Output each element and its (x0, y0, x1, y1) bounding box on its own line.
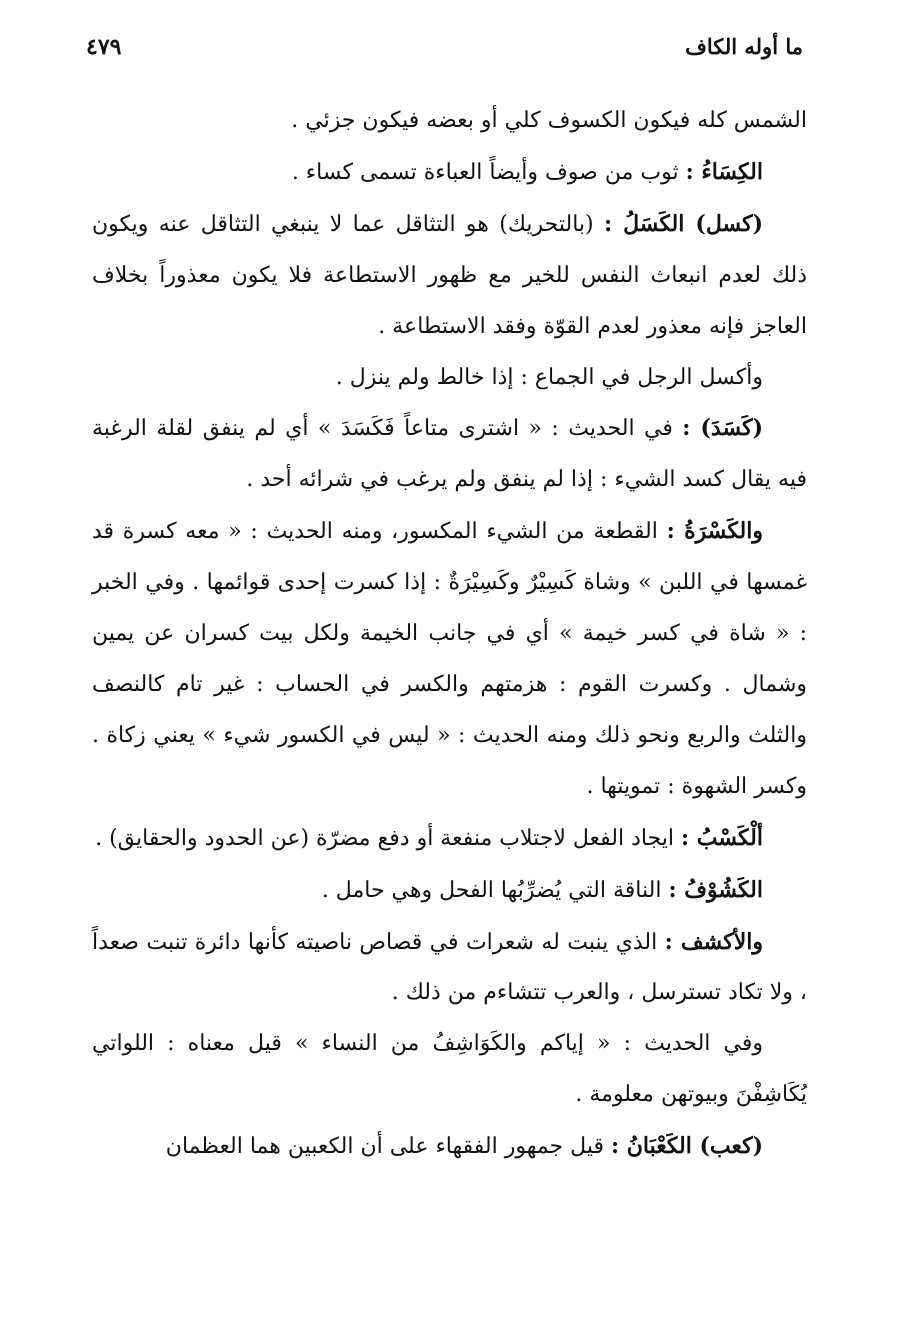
paragraph-text: وأكسل الرجل في الجماع : إذا خالط ولم ينزل . (335, 364, 763, 390)
dictionary-entry (92, 865, 807, 917)
entry-definition: في الحديث : « اشترى متاعاً فَكَسَدَ » أي لم ينفق لقلة الرغبة فيه يقال كسد الشيء : إذا لم ينفق ولم يرغب في شرائه أحد . (92, 416, 807, 493)
entry-headword: والكَسْرَةُ : (666, 518, 763, 545)
entry-headword: الكَشُوْفُ : (668, 876, 763, 903)
paragraph (92, 1019, 807, 1121)
dictionary-entry (92, 506, 807, 812)
paragraph (92, 96, 807, 147)
dictionary-entry (92, 199, 807, 353)
dictionary-entry (92, 813, 807, 865)
paragraph-text: وفي الحديث : « إياكم والكَوَاشِفُ من النساء » قيل معناه : اللواتي يُكَاشِفْنَ وبيوتهن معلومة . (92, 1031, 807, 1108)
page-header (86, 34, 803, 68)
entry-headword: (كسل) الكَسَلُ : (603, 210, 763, 237)
entry-headword: والأكشف : (664, 928, 764, 955)
dictionary-entry (92, 1121, 807, 1173)
entry-definition: قيل جمهور الفقهاء على أن الكعبين هما العظمان (165, 1134, 611, 1160)
entry-definition: الذي ينبت له شعرات في قصاص ناصيته كأنها دائرة تنبت صعداً ، ولا تكاد تسترسل ، والعرب تتشاءم من ذلك . (92, 929, 807, 1006)
entry-headword: (كعب) الكَعْبَانُ : (610, 1133, 763, 1160)
dictionary-entry (92, 147, 807, 199)
page-body (92, 96, 807, 1173)
paragraph (92, 353, 807, 404)
entry-definition: الناقة التي يُضرِّبُها الفحل وهي حامل . (321, 877, 669, 903)
running-title: ما أوله الكاف (685, 34, 803, 59)
entry-definition: ايجاد الفعل لاجتلاب منفعة أو دفع مضرّة (عن الحدود والحقايق) . (95, 825, 682, 851)
entry-headword: ألْكَسْبُ : (681, 824, 763, 851)
page-number: ٤٧٩ (86, 34, 122, 60)
paragraph-text: الشمس كله فيكون الكسوف كلي أو بعضه فيكون جزئي . (291, 108, 807, 133)
entry-headword: (كَسَدَ) : (682, 415, 763, 442)
dictionary-entry (92, 403, 807, 506)
dictionary-entry (92, 917, 807, 1020)
entry-headword: الكِسَاءُ : (685, 158, 763, 185)
entry-definition: القطعة من الشيء المكسور، ومنه الحديث : « معه كسرة قد غمسها في اللبن » وشاة كَسِيْرٌ وكَسِيْرَةٌ : إذا كسرت إحدى قوائمها . وفي الخبر : « شاة في كسر خيمة » أي في جانب الخيمة ولكل بيت كسران عن يمين وشمال . وكسرت القوم : هزمتهم والكسر في الحساب : غير تام كالنصف والثلث والربع ونحو ذلك ومنه الحديث : « ليس في الكسور شيء » يعني زكاة . وكسر الشهوة : تمويتها . (92, 519, 807, 799)
entry-definition: ثوب من صوف وأيضاً العباءة تسمى كساء . (291, 159, 686, 185)
entry-definition: (بالتحريك) هو التثاقل عما لا ينبغي التثاقل عنه ويكون ذلك لعدم انبعاث النفس للخير مع ظهور الاستطاعة فلا يكون معذوراً بخلاف العاجز فإنه معذور لعدم القوّة وفقد الاستطاعة . (92, 211, 807, 339)
